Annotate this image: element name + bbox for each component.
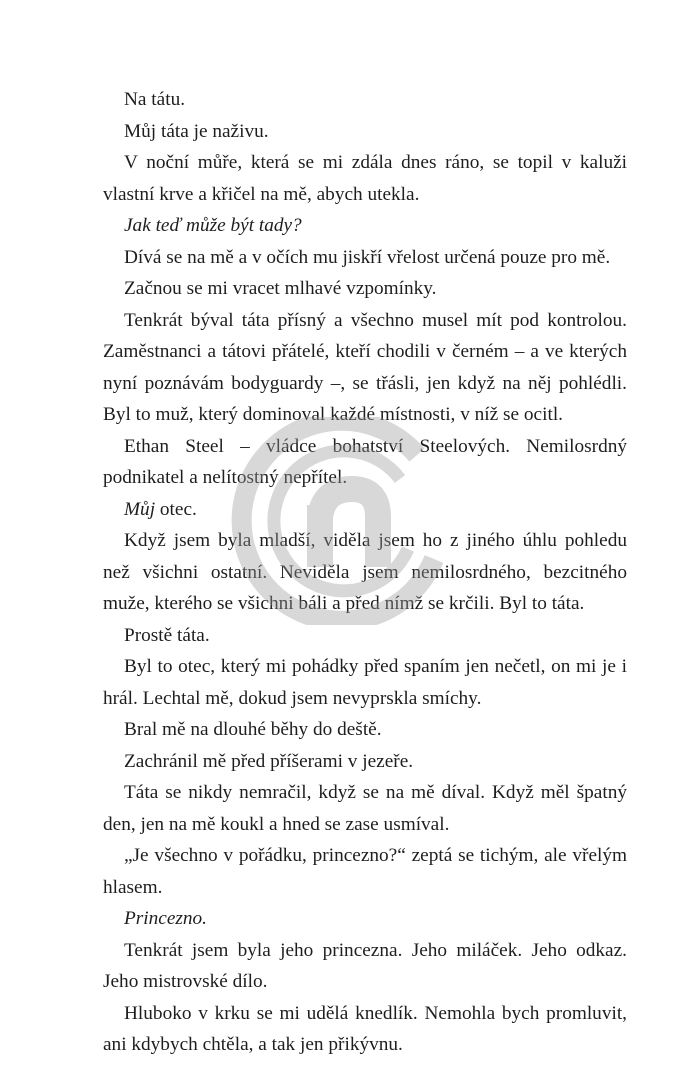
paragraph: Prostě táta.	[124, 624, 210, 646]
paragraph-rest: otec.	[155, 498, 197, 520]
paragraph-lead-italic: Můj	[124, 498, 156, 520]
paragraph: Začnou se mi vracet mlhavé vzpomínky.	[124, 278, 437, 299]
paragraph: Dívá se na mě a v očích mu jiskří vřelost určená pouze pro mě.	[124, 246, 611, 268]
paragraph: Tenkrát jsem byla jeho princezna. Jeho miláček. Jeho odkaz. Jeho mistrovské dílo.	[103, 939, 627, 992]
paragraph: Byl to otec, který mi pohádky před spaním jen nečetl, on mi je i hrál. Lechtal mě, dokud jsem nevyprskla smíchy.	[103, 656, 627, 709]
paragraph: Můj táta je naživu.	[124, 120, 269, 142]
paragraph: Táta se nikdy nemračil, když se na mě díval. Když měl špatný den, jen na mě koukl a hned se zase usmíval.	[103, 782, 627, 835]
paragraph	[103, 494, 627, 526]
paragraph: Na tátu.	[124, 89, 186, 110]
paragraph-italic: Jak teď může být tady?	[124, 215, 302, 236]
body-text	[103, 84, 627, 1061]
paragraph: „Je všechno v pořádku, princezno?“ zeptá se tichým, ale vřelým hlasem.	[103, 845, 627, 898]
paragraph: Zachránil mě před příšerami v jezeře.	[124, 750, 414, 772]
paragraph: Hluboko v krku se mi udělá knedlík. Nemohla bych promluvit, ani kdybych chtěla, a tak jen přikývnu.	[103, 1002, 627, 1055]
paragraph: Ethan Steel – vládce bohatství Steelových. Nemilosrdný podnikatel a nelítostný nepřítel.	[103, 435, 627, 488]
paragraph: Bral mě na dlouhé běhy do deště.	[124, 719, 382, 740]
paragraph: Tenkrát býval táta přísný a všechno musel mít pod kontrolou. Zaměstnanci a tátovi přátelé, kteří chodili v černém – a ve kterých nyní poznávám bodyguardy –, se třásli, jen když na něj pohlédli. Byl to muž, který dominoval každé místnosti, v níž se ocitl.	[103, 309, 627, 425]
paragraph-italic: Princezno.	[124, 908, 207, 929]
paragraph: V noční můře, která se mi zdála dnes ráno, se topil v kaluži vlastní krve a křičel na mě, abych utekla.	[103, 152, 627, 205]
paragraph: Když jsem byla mladší, viděla jsem ho z jiného úhlu pohledu než všichni ostatní. Neviděla jsem nemilosrdného, bezcitného muže, kterého se všichni báli a před nímž se krčili. Byl to táta.	[103, 530, 627, 614]
